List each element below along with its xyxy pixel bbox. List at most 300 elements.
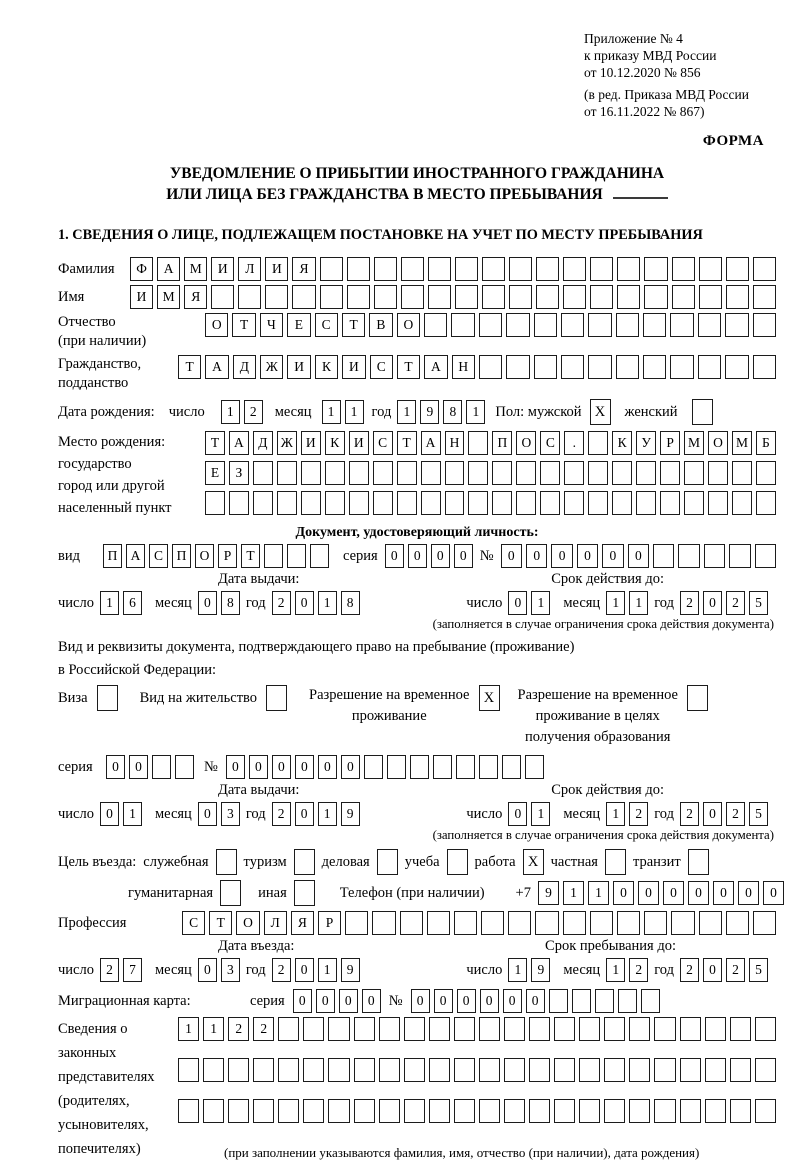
char-cell[interactable] [595, 989, 614, 1013]
char-cell[interactable]: 0 [663, 881, 684, 905]
char-cell[interactable] [756, 491, 776, 515]
char-cell[interactable] [732, 491, 752, 515]
char-cell[interactable]: 9 [341, 958, 360, 982]
char-cell[interactable]: 0 [688, 881, 709, 905]
char-cell[interactable] [479, 755, 498, 779]
char-cell[interactable]: Е [287, 313, 310, 337]
char-cell[interactable]: З [229, 461, 249, 485]
char-cell[interactable]: 0 [703, 591, 722, 615]
char-cell[interactable]: 1 [318, 591, 337, 615]
char-cell[interactable] [228, 1099, 249, 1123]
char-cell[interactable] [203, 1058, 224, 1082]
char-cell[interactable]: 0 [249, 755, 268, 779]
char-cell[interactable]: Е [205, 461, 225, 485]
char-cell[interactable]: 1 [318, 802, 337, 826]
char-cell[interactable]: . [564, 431, 584, 455]
char-cell[interactable]: А [126, 544, 145, 568]
char-cell[interactable]: 0 [129, 755, 148, 779]
char-cell[interactable]: 0 [763, 881, 784, 905]
char-cell[interactable] [397, 491, 417, 515]
char-cell[interactable]: 7 [123, 958, 142, 982]
char-cell[interactable]: П [492, 431, 512, 455]
char-cell[interactable] [479, 313, 502, 337]
char-cell[interactable]: А [229, 431, 249, 455]
char-cell[interactable]: 0 [198, 802, 217, 826]
char-cell[interactable]: 0 [100, 802, 119, 826]
char-cell[interactable] [354, 1099, 375, 1123]
char-cell[interactable]: 2 [272, 802, 291, 826]
char-cell[interactable] [445, 461, 465, 485]
char-cell[interactable]: 0 [551, 544, 572, 568]
char-cell[interactable]: Т [178, 355, 201, 379]
char-cell[interactable] [579, 1017, 600, 1041]
char-cell[interactable] [756, 461, 776, 485]
purpose-work-checkbox[interactable]: X [523, 849, 544, 875]
char-cell[interactable]: 1 [508, 958, 527, 982]
char-cell[interactable] [732, 461, 752, 485]
char-cell[interactable] [540, 461, 560, 485]
char-cell[interactable] [672, 285, 695, 309]
char-cell[interactable]: О [397, 313, 420, 337]
char-cell[interactable] [482, 257, 505, 281]
char-cell[interactable]: Д [233, 355, 256, 379]
edu-residence-checkbox[interactable] [687, 685, 708, 711]
char-cell[interactable]: 1 [563, 881, 584, 905]
char-cell[interactable]: К [612, 431, 632, 455]
char-cell[interactable]: 1 [588, 881, 609, 905]
char-cell[interactable]: 1 [345, 400, 364, 424]
char-cell[interactable] [506, 313, 529, 337]
purpose-humanitarian-checkbox[interactable] [220, 880, 241, 906]
char-cell[interactable]: 0 [577, 544, 598, 568]
char-cell[interactable] [554, 1058, 575, 1082]
char-cell[interactable]: 8 [443, 400, 462, 424]
char-cell[interactable]: 3 [221, 958, 240, 982]
char-cell[interactable]: 0 [526, 989, 545, 1013]
char-cell[interactable] [684, 461, 704, 485]
char-cell[interactable]: 0 [295, 802, 314, 826]
char-cell[interactable] [479, 1017, 500, 1041]
char-cell[interactable] [561, 313, 584, 337]
char-cell[interactable] [534, 313, 557, 337]
char-cell[interactable] [680, 1058, 701, 1082]
char-cell[interactable] [725, 355, 748, 379]
char-cell[interactable] [229, 491, 249, 515]
char-cell[interactable] [401, 257, 424, 281]
char-cell[interactable]: У [636, 431, 656, 455]
char-cell[interactable]: 0 [501, 544, 522, 568]
char-cell[interactable]: 0 [362, 989, 381, 1013]
char-cell[interactable] [277, 491, 297, 515]
char-cell[interactable] [387, 755, 406, 779]
char-cell[interactable] [705, 1058, 726, 1082]
char-cell[interactable]: Т [342, 313, 365, 337]
char-cell[interactable] [320, 285, 343, 309]
char-cell[interactable] [604, 1017, 625, 1041]
char-cell[interactable]: 8 [221, 591, 240, 615]
purpose-other-checkbox[interactable] [294, 880, 315, 906]
char-cell[interactable] [508, 911, 531, 935]
char-cell[interactable] [354, 1017, 375, 1041]
char-cell[interactable]: 0 [480, 989, 499, 1013]
char-cell[interactable]: 1 [178, 1017, 199, 1041]
char-cell[interactable]: 0 [431, 544, 450, 568]
char-cell[interactable] [421, 461, 441, 485]
char-cell[interactable] [374, 285, 397, 309]
char-cell[interactable]: 0 [503, 989, 522, 1013]
char-cell[interactable] [643, 355, 666, 379]
char-cell[interactable] [456, 755, 475, 779]
char-cell[interactable]: Н [445, 431, 465, 455]
char-cell[interactable] [278, 1058, 299, 1082]
char-cell[interactable]: Т [241, 544, 260, 568]
char-cell[interactable]: 0 [738, 881, 759, 905]
char-cell[interactable] [588, 431, 608, 455]
char-cell[interactable] [629, 1017, 650, 1041]
char-cell[interactable]: 1 [531, 591, 550, 615]
char-cell[interactable] [509, 285, 532, 309]
char-cell[interactable] [404, 1058, 425, 1082]
char-cell[interactable]: 2 [680, 958, 699, 982]
char-cell[interactable] [730, 1017, 751, 1041]
char-cell[interactable] [726, 257, 749, 281]
char-cell[interactable] [278, 1017, 299, 1041]
char-cell[interactable] [301, 461, 321, 485]
char-cell[interactable] [482, 285, 505, 309]
char-cell[interactable]: 2 [680, 802, 699, 826]
char-cell[interactable]: М [684, 431, 704, 455]
char-cell[interactable] [253, 1099, 274, 1123]
char-cell[interactable] [504, 1017, 525, 1041]
char-cell[interactable] [708, 461, 728, 485]
char-cell[interactable] [373, 491, 393, 515]
char-cell[interactable] [554, 1017, 575, 1041]
char-cell[interactable]: С [315, 313, 338, 337]
char-cell[interactable] [429, 1099, 450, 1123]
char-cell[interactable] [672, 257, 695, 281]
char-cell[interactable] [468, 431, 488, 455]
char-cell[interactable] [699, 285, 722, 309]
char-cell[interactable]: Б [756, 431, 776, 455]
char-cell[interactable] [588, 461, 608, 485]
char-cell[interactable] [604, 1099, 625, 1123]
char-cell[interactable]: И [342, 355, 365, 379]
char-cell[interactable] [563, 911, 586, 935]
purpose-transit-checkbox[interactable] [688, 849, 709, 875]
char-cell[interactable]: С [540, 431, 560, 455]
char-cell[interactable] [708, 491, 728, 515]
char-cell[interactable]: 8 [341, 591, 360, 615]
char-cell[interactable]: Ч [260, 313, 283, 337]
char-cell[interactable] [178, 1058, 199, 1082]
char-cell[interactable] [504, 1099, 525, 1123]
char-cell[interactable] [561, 355, 584, 379]
char-cell[interactable]: 0 [272, 755, 291, 779]
char-cell[interactable] [549, 989, 568, 1013]
char-cell[interactable] [502, 755, 521, 779]
char-cell[interactable] [349, 491, 369, 515]
char-cell[interactable] [345, 911, 368, 935]
char-cell[interactable]: Т [205, 431, 225, 455]
char-cell[interactable] [704, 544, 725, 568]
char-cell[interactable]: П [172, 544, 191, 568]
char-cell[interactable] [644, 285, 667, 309]
char-cell[interactable]: 0 [295, 958, 314, 982]
char-cell[interactable]: Я [291, 911, 314, 935]
char-cell[interactable] [178, 1099, 199, 1123]
char-cell[interactable]: 2 [726, 802, 745, 826]
char-cell[interactable]: 2 [726, 591, 745, 615]
char-cell[interactable] [445, 491, 465, 515]
char-cell[interactable]: 0 [339, 989, 358, 1013]
char-cell[interactable]: 5 [749, 591, 768, 615]
char-cell[interactable] [492, 491, 512, 515]
char-cell[interactable] [401, 285, 424, 309]
char-cell[interactable]: 1 [606, 591, 625, 615]
purpose-official-checkbox[interactable] [216, 849, 237, 875]
char-cell[interactable]: 0 [295, 755, 314, 779]
char-cell[interactable] [428, 285, 451, 309]
char-cell[interactable] [525, 755, 544, 779]
char-cell[interactable] [429, 1017, 450, 1041]
char-cell[interactable] [429, 1058, 450, 1082]
char-cell[interactable] [404, 1017, 425, 1041]
char-cell[interactable] [730, 1099, 751, 1123]
char-cell[interactable] [504, 1058, 525, 1082]
char-cell[interactable] [454, 1017, 475, 1041]
char-cell[interactable]: О [708, 431, 728, 455]
char-cell[interactable] [755, 1099, 776, 1123]
char-cell[interactable] [535, 911, 558, 935]
char-cell[interactable] [481, 911, 504, 935]
char-cell[interactable]: 1 [606, 958, 625, 982]
char-cell[interactable]: 1 [123, 802, 142, 826]
char-cell[interactable]: А [205, 355, 228, 379]
char-cell[interactable]: 1 [318, 958, 337, 982]
char-cell[interactable]: О [195, 544, 214, 568]
char-cell[interactable] [554, 1099, 575, 1123]
char-cell[interactable]: С [182, 911, 205, 935]
char-cell[interactable] [636, 461, 656, 485]
char-cell[interactable]: И [130, 285, 153, 309]
char-cell[interactable]: О [516, 431, 536, 455]
char-cell[interactable] [253, 491, 273, 515]
char-cell[interactable] [328, 1099, 349, 1123]
char-cell[interactable]: 3 [221, 802, 240, 826]
char-cell[interactable] [404, 1099, 425, 1123]
char-cell[interactable] [755, 544, 776, 568]
char-cell[interactable]: 0 [526, 544, 547, 568]
char-cell[interactable] [678, 544, 699, 568]
char-cell[interactable]: 0 [713, 881, 734, 905]
char-cell[interactable] [400, 911, 423, 935]
char-cell[interactable] [617, 911, 640, 935]
char-cell[interactable]: 2 [272, 958, 291, 982]
char-cell[interactable] [320, 257, 343, 281]
char-cell[interactable] [726, 911, 749, 935]
char-cell[interactable] [433, 755, 452, 779]
char-cell[interactable] [347, 257, 370, 281]
char-cell[interactable] [516, 491, 536, 515]
char-cell[interactable] [643, 313, 666, 337]
char-cell[interactable]: 5 [749, 958, 768, 982]
char-cell[interactable] [506, 355, 529, 379]
char-cell[interactable] [265, 285, 288, 309]
char-cell[interactable] [536, 285, 559, 309]
char-cell[interactable] [536, 257, 559, 281]
char-cell[interactable] [238, 285, 261, 309]
char-cell[interactable] [654, 1099, 675, 1123]
char-cell[interactable] [616, 355, 639, 379]
char-cell[interactable] [427, 911, 450, 935]
char-cell[interactable]: И [301, 431, 321, 455]
char-cell[interactable] [590, 257, 613, 281]
char-cell[interactable]: 1 [100, 591, 119, 615]
char-cell[interactable] [588, 313, 611, 337]
char-cell[interactable]: С [149, 544, 168, 568]
char-cell[interactable]: Л [264, 911, 287, 935]
char-cell[interactable] [753, 355, 776, 379]
char-cell[interactable] [454, 1099, 475, 1123]
char-cell[interactable]: Ф [130, 257, 153, 281]
purpose-private-checkbox[interactable] [605, 849, 626, 875]
char-cell[interactable] [509, 257, 532, 281]
char-cell[interactable] [579, 1058, 600, 1082]
char-cell[interactable]: 0 [198, 591, 217, 615]
visa-checkbox[interactable] [97, 685, 118, 711]
char-cell[interactable] [670, 313, 693, 337]
char-cell[interactable] [753, 285, 776, 309]
purpose-study-checkbox[interactable] [447, 849, 468, 875]
char-cell[interactable] [579, 1099, 600, 1123]
char-cell[interactable]: 2 [629, 802, 648, 826]
char-cell[interactable] [588, 491, 608, 515]
char-cell[interactable]: Ж [277, 431, 297, 455]
char-cell[interactable] [410, 755, 429, 779]
char-cell[interactable]: Т [209, 911, 232, 935]
char-cell[interactable] [379, 1099, 400, 1123]
char-cell[interactable]: 2 [253, 1017, 274, 1041]
char-cell[interactable]: 1 [322, 400, 341, 424]
char-cell[interactable]: 0 [295, 591, 314, 615]
char-cell[interactable] [479, 1058, 500, 1082]
char-cell[interactable]: Т [397, 431, 417, 455]
char-cell[interactable] [397, 461, 417, 485]
char-cell[interactable] [264, 544, 283, 568]
char-cell[interactable] [588, 355, 611, 379]
char-cell[interactable]: Р [660, 431, 680, 455]
char-cell[interactable]: 9 [420, 400, 439, 424]
char-cell[interactable]: Я [184, 285, 207, 309]
char-cell[interactable]: 1 [466, 400, 485, 424]
char-cell[interactable]: 5 [749, 802, 768, 826]
char-cell[interactable]: 2 [244, 400, 263, 424]
char-cell[interactable] [653, 544, 674, 568]
char-cell[interactable] [492, 461, 512, 485]
char-cell[interactable] [680, 1099, 701, 1123]
char-cell[interactable]: Д [253, 431, 273, 455]
char-cell[interactable]: 0 [318, 755, 337, 779]
char-cell[interactable] [590, 285, 613, 309]
char-cell[interactable]: 2 [680, 591, 699, 615]
char-cell[interactable] [644, 911, 667, 935]
char-cell[interactable] [753, 911, 776, 935]
char-cell[interactable] [604, 1058, 625, 1082]
char-cell[interactable] [228, 1058, 249, 1082]
char-cell[interactable] [680, 1017, 701, 1041]
char-cell[interactable] [421, 491, 441, 515]
sex-male-checkbox[interactable]: X [590, 399, 611, 425]
char-cell[interactable]: 0 [508, 802, 527, 826]
char-cell[interactable] [175, 755, 194, 779]
char-cell[interactable] [303, 1017, 324, 1041]
char-cell[interactable] [303, 1099, 324, 1123]
char-cell[interactable]: Р [318, 911, 341, 935]
purpose-business-checkbox[interactable] [377, 849, 398, 875]
char-cell[interactable] [629, 1058, 650, 1082]
char-cell[interactable] [617, 257, 640, 281]
char-cell[interactable]: 1 [531, 802, 550, 826]
char-cell[interactable] [563, 257, 586, 281]
char-cell[interactable] [705, 1099, 726, 1123]
char-cell[interactable]: 0 [385, 544, 404, 568]
char-cell[interactable]: 0 [703, 802, 722, 826]
char-cell[interactable] [660, 461, 680, 485]
char-cell[interactable]: О [236, 911, 259, 935]
char-cell[interactable] [325, 461, 345, 485]
char-cell[interactable] [671, 911, 694, 935]
char-cell[interactable] [253, 461, 273, 485]
char-cell[interactable] [753, 257, 776, 281]
char-cell[interactable]: О [205, 313, 228, 337]
char-cell[interactable] [563, 285, 586, 309]
char-cell[interactable] [310, 544, 329, 568]
char-cell[interactable]: 1 [221, 400, 240, 424]
char-cell[interactable] [379, 1058, 400, 1082]
char-cell[interactable]: А [421, 431, 441, 455]
char-cell[interactable] [660, 491, 680, 515]
char-cell[interactable] [540, 491, 560, 515]
char-cell[interactable] [278, 1099, 299, 1123]
char-cell[interactable]: И [287, 355, 310, 379]
char-cell[interactable]: 0 [316, 989, 335, 1013]
char-cell[interactable] [636, 491, 656, 515]
char-cell[interactable] [325, 491, 345, 515]
char-cell[interactable] [468, 461, 488, 485]
char-cell[interactable]: 0 [703, 958, 722, 982]
char-cell[interactable]: И [211, 257, 234, 281]
char-cell[interactable] [468, 491, 488, 515]
char-cell[interactable] [292, 285, 315, 309]
char-cell[interactable]: 9 [531, 958, 550, 982]
char-cell[interactable]: С [370, 355, 393, 379]
char-cell[interactable] [698, 355, 721, 379]
char-cell[interactable] [629, 1099, 650, 1123]
char-cell[interactable]: Л [238, 257, 261, 281]
char-cell[interactable] [755, 1058, 776, 1082]
char-cell[interactable]: Т [232, 313, 255, 337]
char-cell[interactable] [455, 285, 478, 309]
char-cell[interactable] [529, 1058, 550, 1082]
char-cell[interactable] [641, 989, 660, 1013]
char-cell[interactable] [699, 257, 722, 281]
char-cell[interactable]: М [157, 285, 180, 309]
char-cell[interactable] [612, 491, 632, 515]
char-cell[interactable] [287, 544, 306, 568]
char-cell[interactable] [726, 285, 749, 309]
char-cell[interactable] [152, 755, 171, 779]
char-cell[interactable] [277, 461, 297, 485]
